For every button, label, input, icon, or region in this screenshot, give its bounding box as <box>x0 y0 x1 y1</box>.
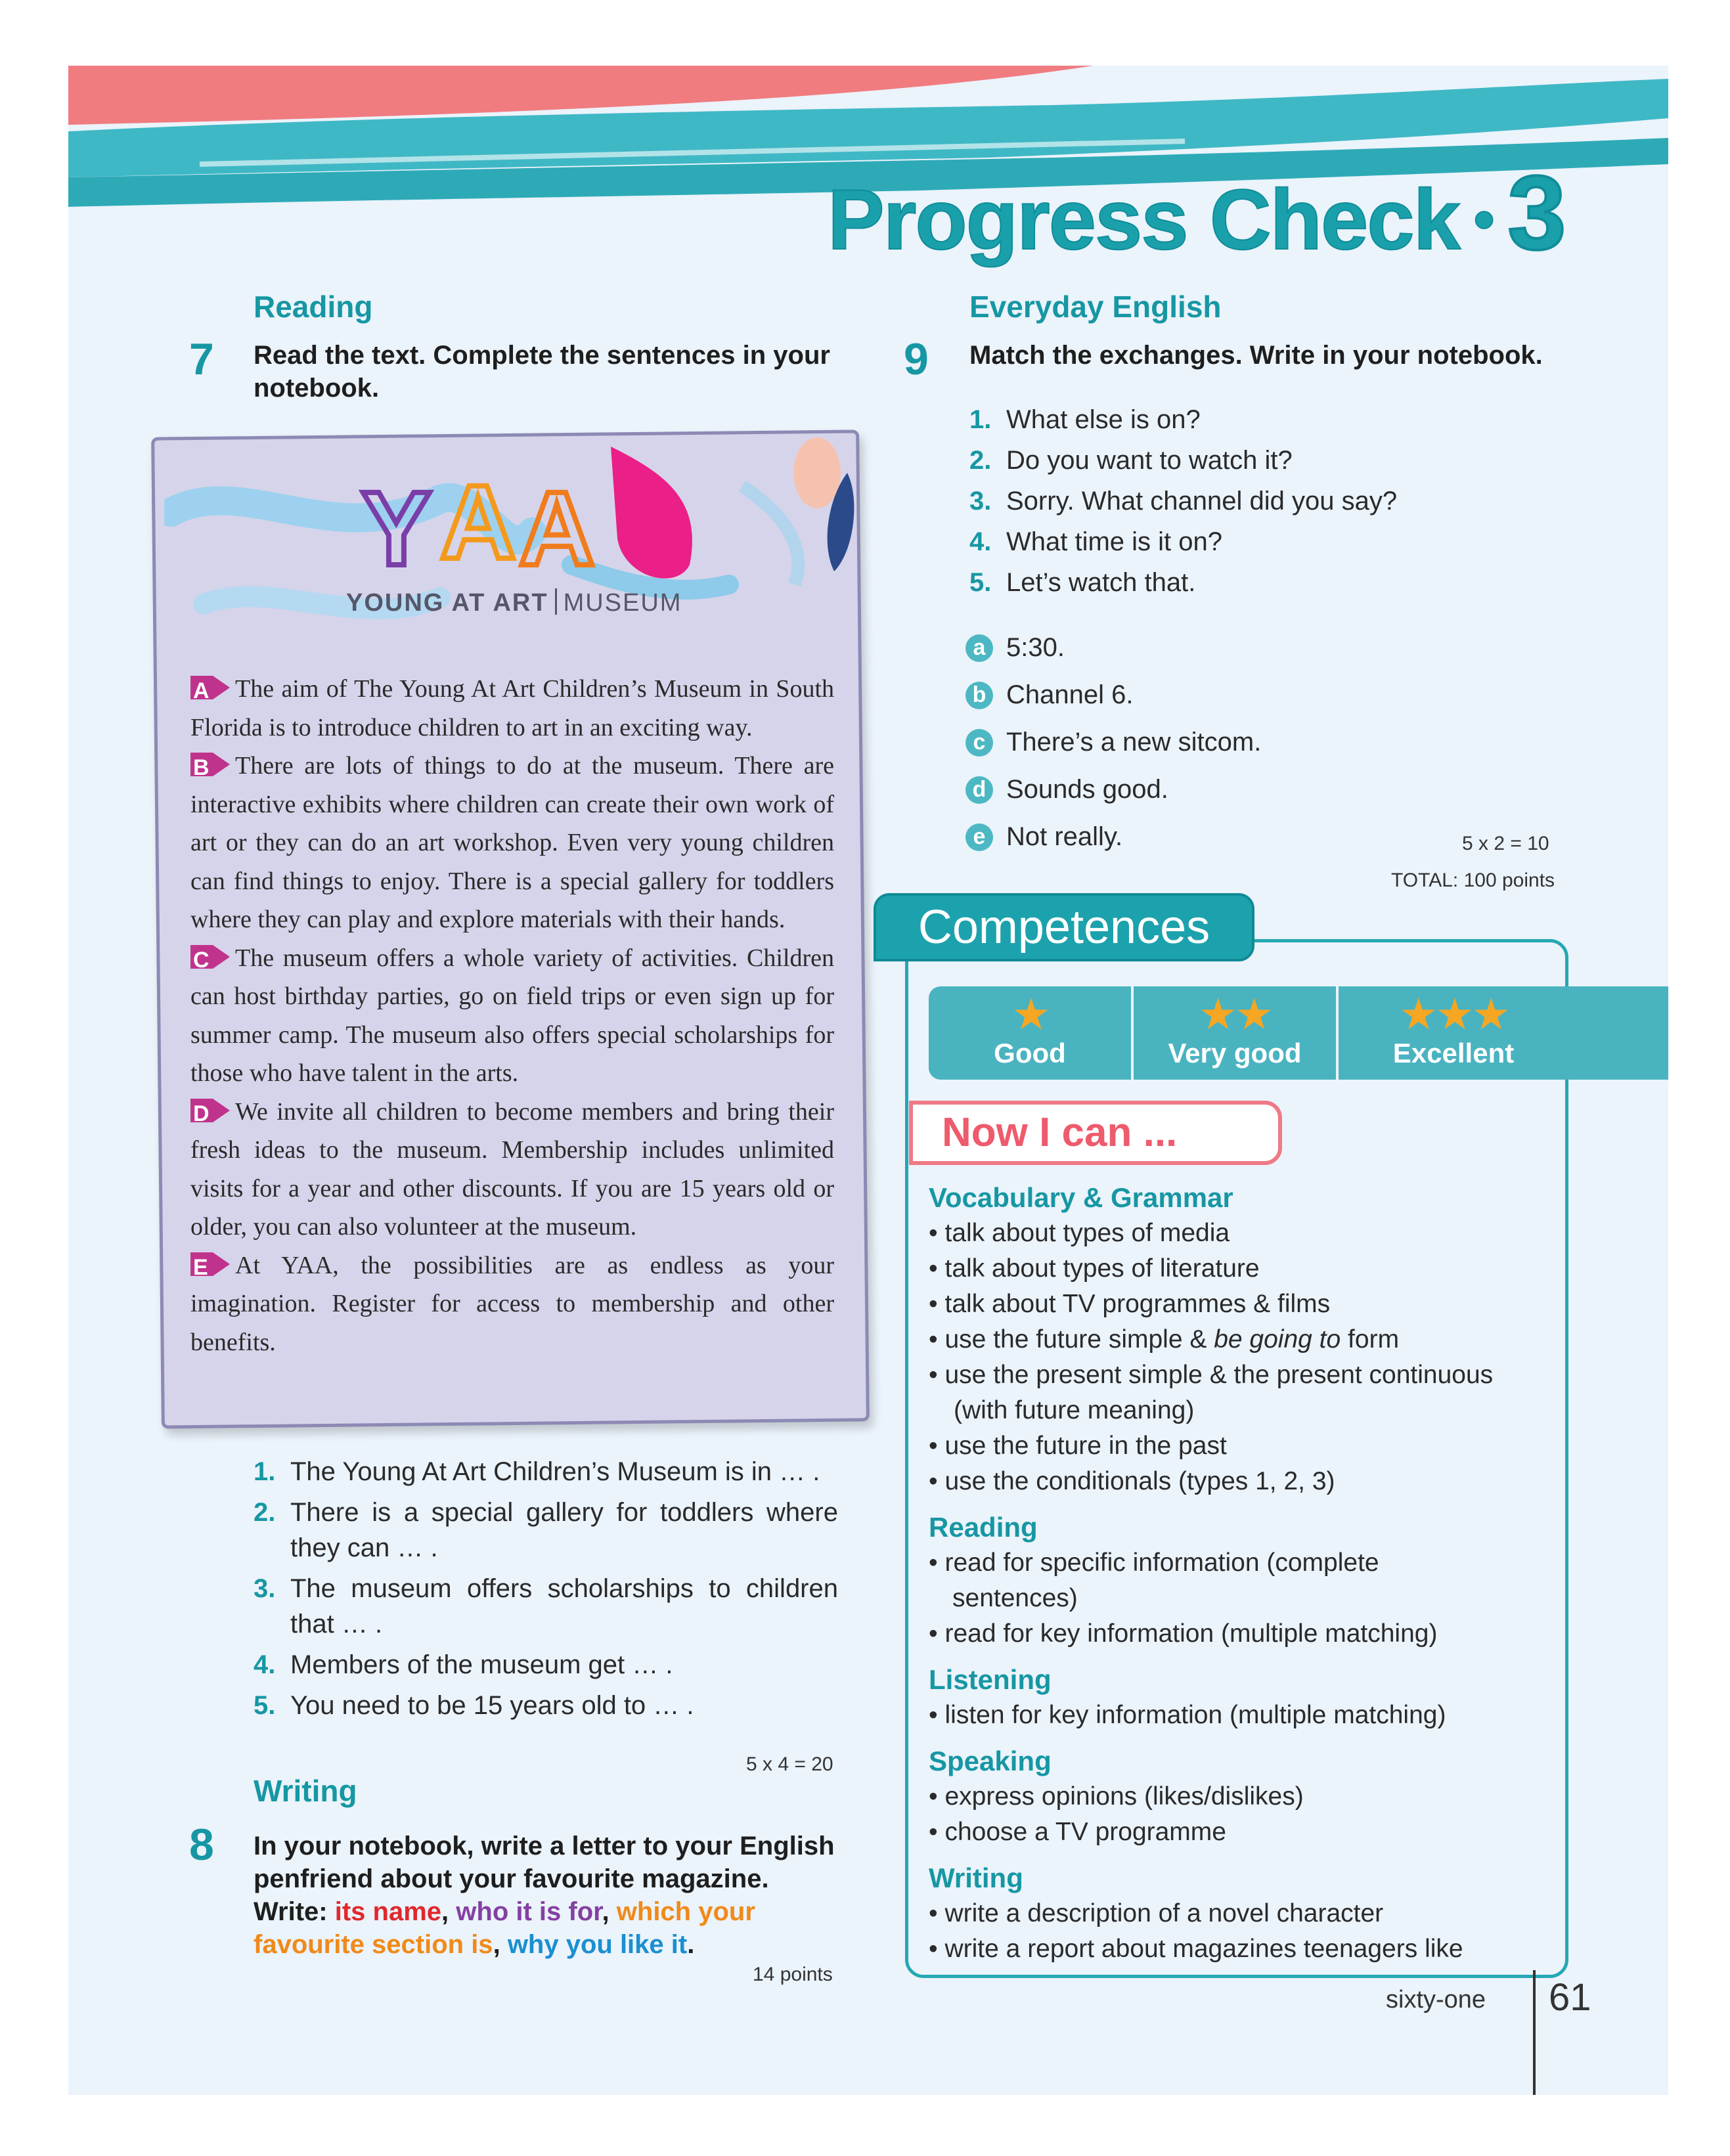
competence-item: • use the present simple & the present continuous <box>929 1361 1494 1389</box>
exercise-7-number: 7 <box>189 334 214 384</box>
competence-item: • express opinions (likes/dislikes) <box>929 1782 1304 1811</box>
letter-badge: a <box>965 634 993 662</box>
writing-points: 14 points <box>753 1964 833 1985</box>
yaa-logo <box>348 453 624 604</box>
rating-good <box>929 986 1131 1080</box>
title-number: 3 <box>1507 154 1565 271</box>
list-item: 3. The museum offers scholarships to children that … . <box>254 1574 838 1639</box>
instruction-line: notebook. <box>254 374 380 403</box>
list-item: a 5:30. <box>965 624 1557 671</box>
star-icon: ★★★ <box>1399 990 1508 1038</box>
rating-label: Good <box>994 1038 1066 1068</box>
reading-paragraph: D We invite all children to become members and bring their fresh ideas to the museum. Membership includes unlimited visits for a year and other discounts. If you are 15 years old or older, you can also volunteer at the museum. <box>190 1093 834 1246</box>
list-item: b Channel 6. <box>965 671 1557 718</box>
competence-item: • write a report about magazines teenagers like <box>929 1935 1463 1963</box>
star-icon: ★★ <box>1198 990 1272 1038</box>
exchange-questions-list <box>969 399 1561 603</box>
list-item: 5. Let’s watch that. <box>969 568 1196 597</box>
letter-badge: e <box>965 824 993 851</box>
paragraph-tag-icon: C <box>190 942 230 965</box>
logo-letter-outline: A <box>519 470 595 587</box>
letter-badge: d <box>965 776 993 804</box>
paragraph-tag-icon: B <box>190 749 230 773</box>
letter-badge: b <box>965 682 993 709</box>
list-item: 2. Do you want to watch it? <box>969 446 1293 475</box>
paragraph-tag-icon: E <box>190 1249 230 1273</box>
instruction-line: Read the text. Complete the sentences in your <box>254 341 830 370</box>
competence-item: (with future meaning) <box>954 1396 1195 1424</box>
speaking-heading: Speaking <box>929 1746 1052 1776</box>
writing-prompts: Write: its name, who it is for, which your <box>254 1897 755 1926</box>
rating-label: Very good <box>1168 1038 1302 1068</box>
competence-item: • use the conditionals (types 1, 2, 3) <box>929 1467 1335 1495</box>
competence-item: • listen for key information (multiple matching) <box>929 1701 1446 1729</box>
instruction-line: penfriend about your favourite magazine. <box>254 1864 769 1893</box>
exchange-answers-list <box>965 624 1557 860</box>
competence-item: • use the future in the past <box>929 1432 1227 1460</box>
museum-name-bold: YOUNG AT ART <box>346 589 548 617</box>
competence-item: • choose a TV programme <box>929 1818 1226 1846</box>
everyday-english-heading: Everyday English <box>969 290 1222 324</box>
prompt-why: why you like it <box>507 1930 688 1959</box>
rating-label: Excellent <box>1392 1038 1515 1068</box>
exercise-8-number: 8 <box>189 1820 214 1870</box>
star-icon: ★ <box>1011 990 1048 1038</box>
reading-paragraph: A The aim of The Young At Art Children’s Museum in South Florida is to introduce children to art in an exciting way. <box>190 670 834 747</box>
competence-item: • talk about types of literature <box>929 1254 1260 1283</box>
paragraph-tag-icon: D <box>190 1095 230 1119</box>
competence-item: • talk about types of media <box>929 1219 1230 1247</box>
paragraph-tag-icon: A <box>190 672 230 696</box>
exercise-7-instruction <box>254 339 845 405</box>
page-number: 61 <box>1549 1976 1591 2019</box>
rating-excellent <box>1339 986 1568 1080</box>
reading-paragraph: E At YAA, the possibilities are as endless as your imagination. Register for access to membership and other benefits. <box>190 1246 834 1362</box>
reading-paragraph: C The museum offers a whole variety of activities. Children can host birthday parties, go on field trips or even sign up for summer camp. The museum also offers special scholarships for those who have talent in the arts. <box>190 939 834 1093</box>
reading-paragraph: B There are lots of things to do at the museum. There are interactive exhibits where children can create their own work of art or they can do an art workshop. Even very young children can find things to enjoy. There is a special gallery for toddlers where they can play and explore materials with their hands. <box>190 747 834 939</box>
vocab-grammar-heading: Vocabulary & Grammar <box>929 1182 1233 1213</box>
letter-badge: c <box>965 729 993 757</box>
list-item: 5. You need to be 15 years old to … . <box>254 1691 694 1720</box>
competence-item: • read for specific information (complete <box>929 1549 1379 1577</box>
list-item: e Not really. <box>965 813 1557 860</box>
list-item: 3. Sorry. What channel did you say? <box>969 487 1398 516</box>
title-separator: • <box>1473 187 1494 253</box>
title-text: Progress Check <box>828 171 1459 267</box>
now-i-can-label: Now I can ... <box>909 1101 1282 1165</box>
writing-heading: Writing <box>254 1774 357 1808</box>
page-number-words: sixty-one <box>1386 1986 1486 2013</box>
instruction-line: In your notebook, write a letter to your English <box>254 1832 835 1860</box>
reading-comp-heading: Reading <box>929 1512 1038 1543</box>
competence-item: • write a description of a novel character <box>929 1899 1384 1927</box>
museum-name-divider <box>555 588 557 615</box>
writing-prompts-cont: favourite section is, why you like it. <box>254 1930 695 1959</box>
prompt-name: its name <box>334 1897 442 1926</box>
museum-name <box>346 588 682 617</box>
reading-score: 5 x 4 = 20 <box>746 1753 833 1775</box>
total-points: TOTAL: 100 points <box>1391 869 1555 891</box>
list-item: 2. There is a special gallery for toddlers where they can … . <box>254 1498 838 1562</box>
reading-passage <box>190 670 834 1361</box>
reading-sentences-list <box>254 1454 838 1723</box>
competence-item: • talk about TV programmes & films <box>929 1290 1331 1318</box>
logo-letter-outline: Y <box>361 470 432 587</box>
writing-comp-heading: Writing <box>929 1862 1023 1893</box>
listening-heading: Listening <box>929 1664 1052 1695</box>
logo-letter-outline: A <box>440 463 516 581</box>
list-item: 4. Members of the museum get … . <box>254 1650 673 1679</box>
competence-item: • use the future simple & be going to form <box>929 1325 1400 1353</box>
footer-divider <box>1533 1970 1536 2095</box>
prompt-section: which your <box>616 1897 755 1926</box>
list-item: d Sounds good. <box>965 766 1557 813</box>
list-item: 4. What time is it on? <box>969 527 1223 556</box>
prompt-who: who it is for <box>456 1897 602 1926</box>
exercise-8-instruction <box>254 1830 884 1961</box>
list-item: 1. The Young At Art Children’s Museum is in … . <box>254 1457 820 1486</box>
museum-name-light: MUSEUM <box>563 589 682 617</box>
page-title <box>828 152 1564 273</box>
competences-tab: Competences <box>874 893 1254 961</box>
list-item: 1. What else is on? <box>969 405 1201 434</box>
competence-item: sentences) <box>952 1584 1078 1612</box>
competence-item: • read for key information (multiple matching) <box>929 1619 1438 1648</box>
exercise-9-instruction: Match the exchanges. Write in your notebook. <box>969 341 1543 370</box>
prompt-section: favourite section is <box>254 1930 493 1959</box>
exercise-9-number: 9 <box>904 334 929 384</box>
rating-very-good <box>1134 986 1336 1080</box>
reading-heading: Reading <box>254 290 373 324</box>
everyday-score: 5 x 2 = 10 <box>1462 833 1549 854</box>
list-item: c There’s a new sitcom. <box>965 718 1557 766</box>
